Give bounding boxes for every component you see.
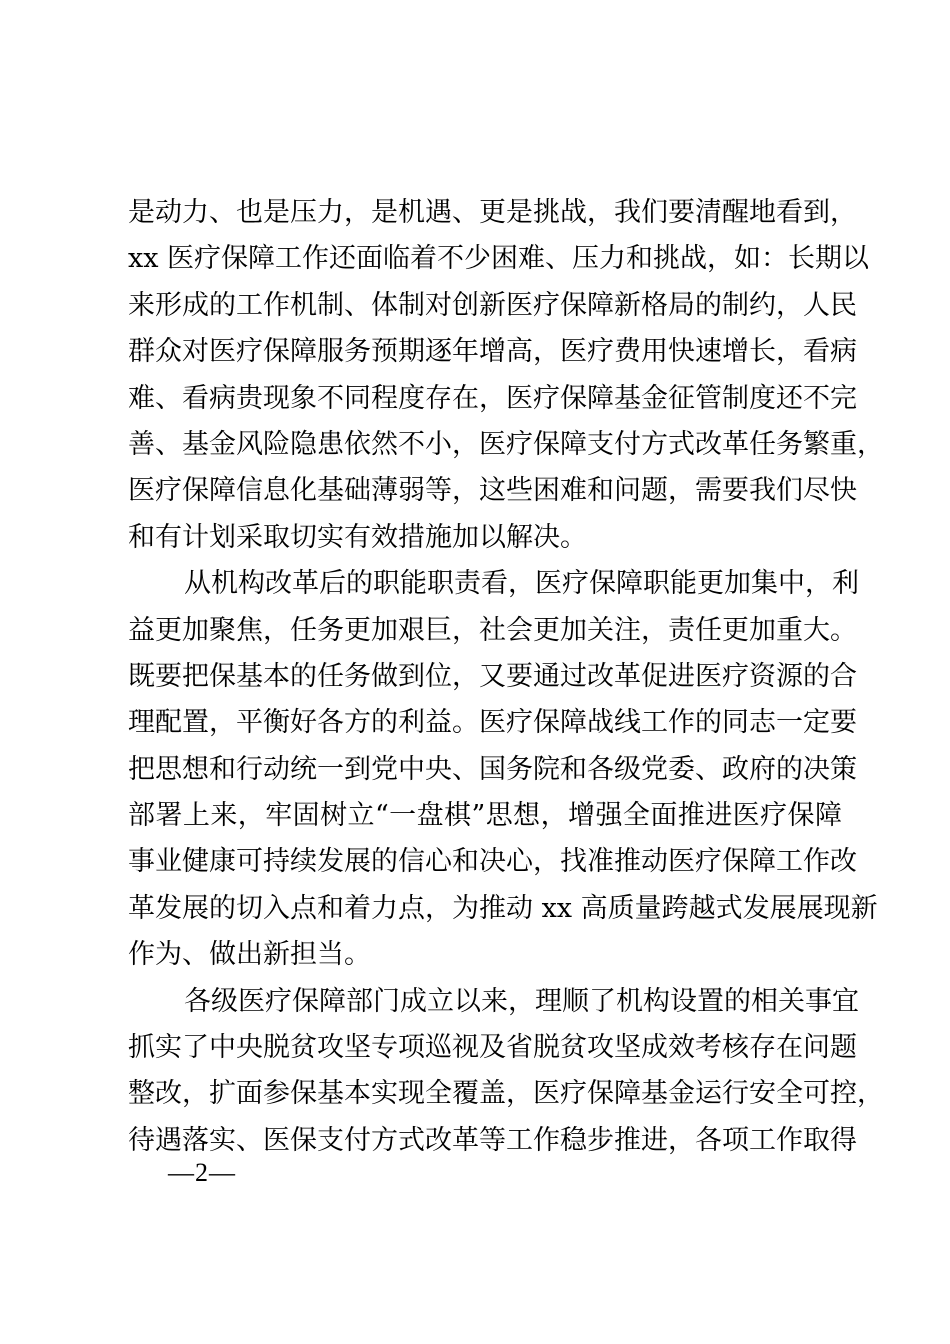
text-line: 既要把保基本的任务做到位，又要通过改革促进医疗资源的合 [128, 660, 857, 692]
paragraph-1 [128, 190, 884, 561]
text-line: 益更加聚焦，任务更加艰巨，社会更加关注，责任更加重大。 [128, 614, 857, 646]
text-line: 从机构改革后的职能职责看，医疗保障职能更加集中，利 [184, 568, 859, 600]
text-line: 待遇落实、医保支付方式改革等工作稳步推进，各项工作取得 [128, 1124, 857, 1156]
text-line: xx 医疗保障工作还面临着不少困难、压力和挑战，如：长期以 [128, 243, 870, 275]
paragraph-3 [128, 979, 884, 1165]
page-number: —2— [168, 1158, 236, 1187]
text-line: 作为、做出新担当。 [128, 939, 371, 971]
text-line: 把思想和行动统一到党中央、国务院和各级党委、政府的决策 [128, 753, 857, 785]
text-line: 事业健康可持续发展的信心和决心，找准推动医疗保障工作改 [128, 846, 857, 878]
text-line: 医疗保障信息化基础薄弱等，这些困难和问题，需要我们尽快 [128, 475, 857, 507]
text-line: 抓实了中央脱贫攻坚专项巡视及省脱贫攻坚成效考核存在问题 [128, 1032, 857, 1064]
paragraph-2 [128, 561, 878, 979]
document-body [128, 190, 884, 1164]
text-line: 来形成的工作机制、体制对创新医疗保障新格局的制约，人民 [128, 289, 857, 321]
text-line: 是动力、也是压力，是机遇、更是挑战，我们要清醒地看到， [128, 197, 857, 228]
text-line: 难、看病贵现象不同程度存在，医疗保障基金征管制度还不完 [128, 382, 857, 414]
text-line: 整改，扩面参保基本实现全覆盖，医疗保障基金运行安全可控， [128, 1078, 884, 1110]
text-line: 善、基金风险隐患依然不小，医疗保障支付方式改革任务繁重， [128, 428, 884, 460]
text-line: 各级医疗保障部门成立以来，理顺了机构设置的相关事宜 [184, 985, 859, 1017]
text-line: 群众对医疗保障服务预期逐年增高，医疗费用快速增长，看病 [128, 336, 857, 368]
text-line: 理配置，平衡好各方的利益。医疗保障战线工作的同志一定要 [128, 707, 857, 739]
text-line: 和有计划采取切实有效措施加以解决。 [128, 521, 587, 553]
text-line: 部署上来，牢固树立“一盘棋”思想，增强全面推进医疗保障 [128, 800, 842, 832]
text-line: 革发展的切入点和着力点，为推动 xx 高质量跨越式发展展现新 [128, 892, 878, 924]
